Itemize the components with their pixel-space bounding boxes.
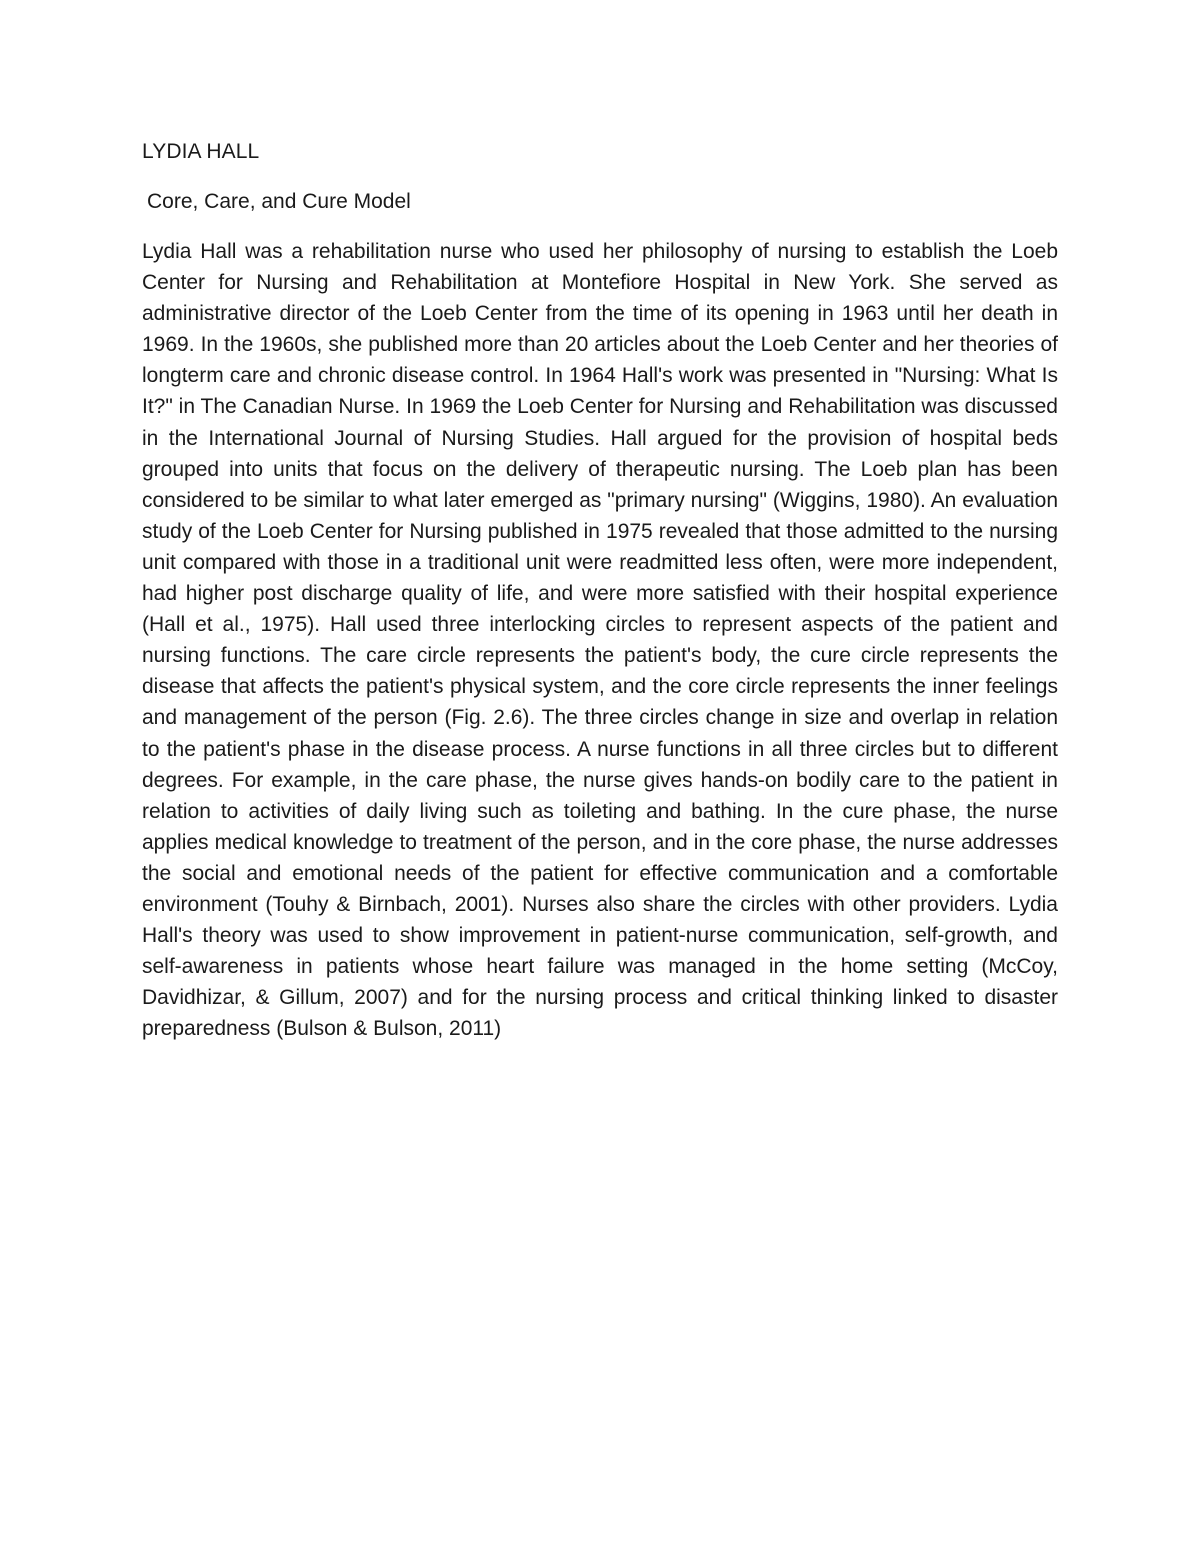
document-title: LYDIA HALL [142, 140, 260, 163]
body-paragraph: Lydia Hall was a rehabilitation nurse who used her philosophy of nursing to establish the Loeb Center for Nursing and Rehabilitation at Montefiore Hospital in New York. She served as administrative director of the Loeb Center from the time of its opening in 1963 until her death in 1969. In the 1960s, she published more than 20 articles about the Loeb Center and her theories of longterm care and chronic disease control. In 1964 Hall's work was presented in "Nursing: What Is It?" in The Canadian Nurse. In 1969 the Loeb Center for Nursing and Rehabilitation was discussed in the International Journal of Nursing Studies. Hall argued for the provision of hospital beds grouped into units that focus on the delivery of therapeutic nursing. The Loeb plan has been considered to be similar to what later emerged as "primary nursing" (Wiggins, 1980). An evaluation study of the Loeb Center for Nursing published in 1975 revealed that those admitted to the nursing unit compared with those in a traditional unit were readmitted less often, were more independent, had higher post discharge quality of life, and were more satisfied with their hospital experience (Hall et al., 1975). Hall used three interlocking circles to represent aspects of the patient and nursing functions. The care circle represents the patient's body, the cure circle represents the disease that affects the patient's physical system, and the core circle represents the inner feelings and management of the person (Fig. 2.6). The three circles change in size and overlap in relation to the patient's phase in the disease process. A nurse functions in all three circles but to different degrees. For example, in the care phase, the nurse gives hands-on bodily care to the patient in relation to activities of daily living such as toileting and bathing. In the cure phase, the nurse applies medical knowledge to treatment of the person, and in the core phase, the nurse addresses the social and emotional needs of the patient for effective communication and a comfortable environment (Touhy & Birnbach, 2001). Nurses also share the circles with other providers. Lydia Hall's theory was used to show improvement in patient-nurse communication, self-growth, and self-awareness in patients whose heart failure was managed in the home setting (McCoy, Davidhizar, & Gillum, 2007) and for the nursing process and critical thinking linked to disaster preparedness (Bulson & Bulson, 2011) [142, 240, 1058, 1041]
document-subtitle: Core, Care, and Cure Model [147, 190, 411, 213]
document-page [142, 138, 1058, 1044]
